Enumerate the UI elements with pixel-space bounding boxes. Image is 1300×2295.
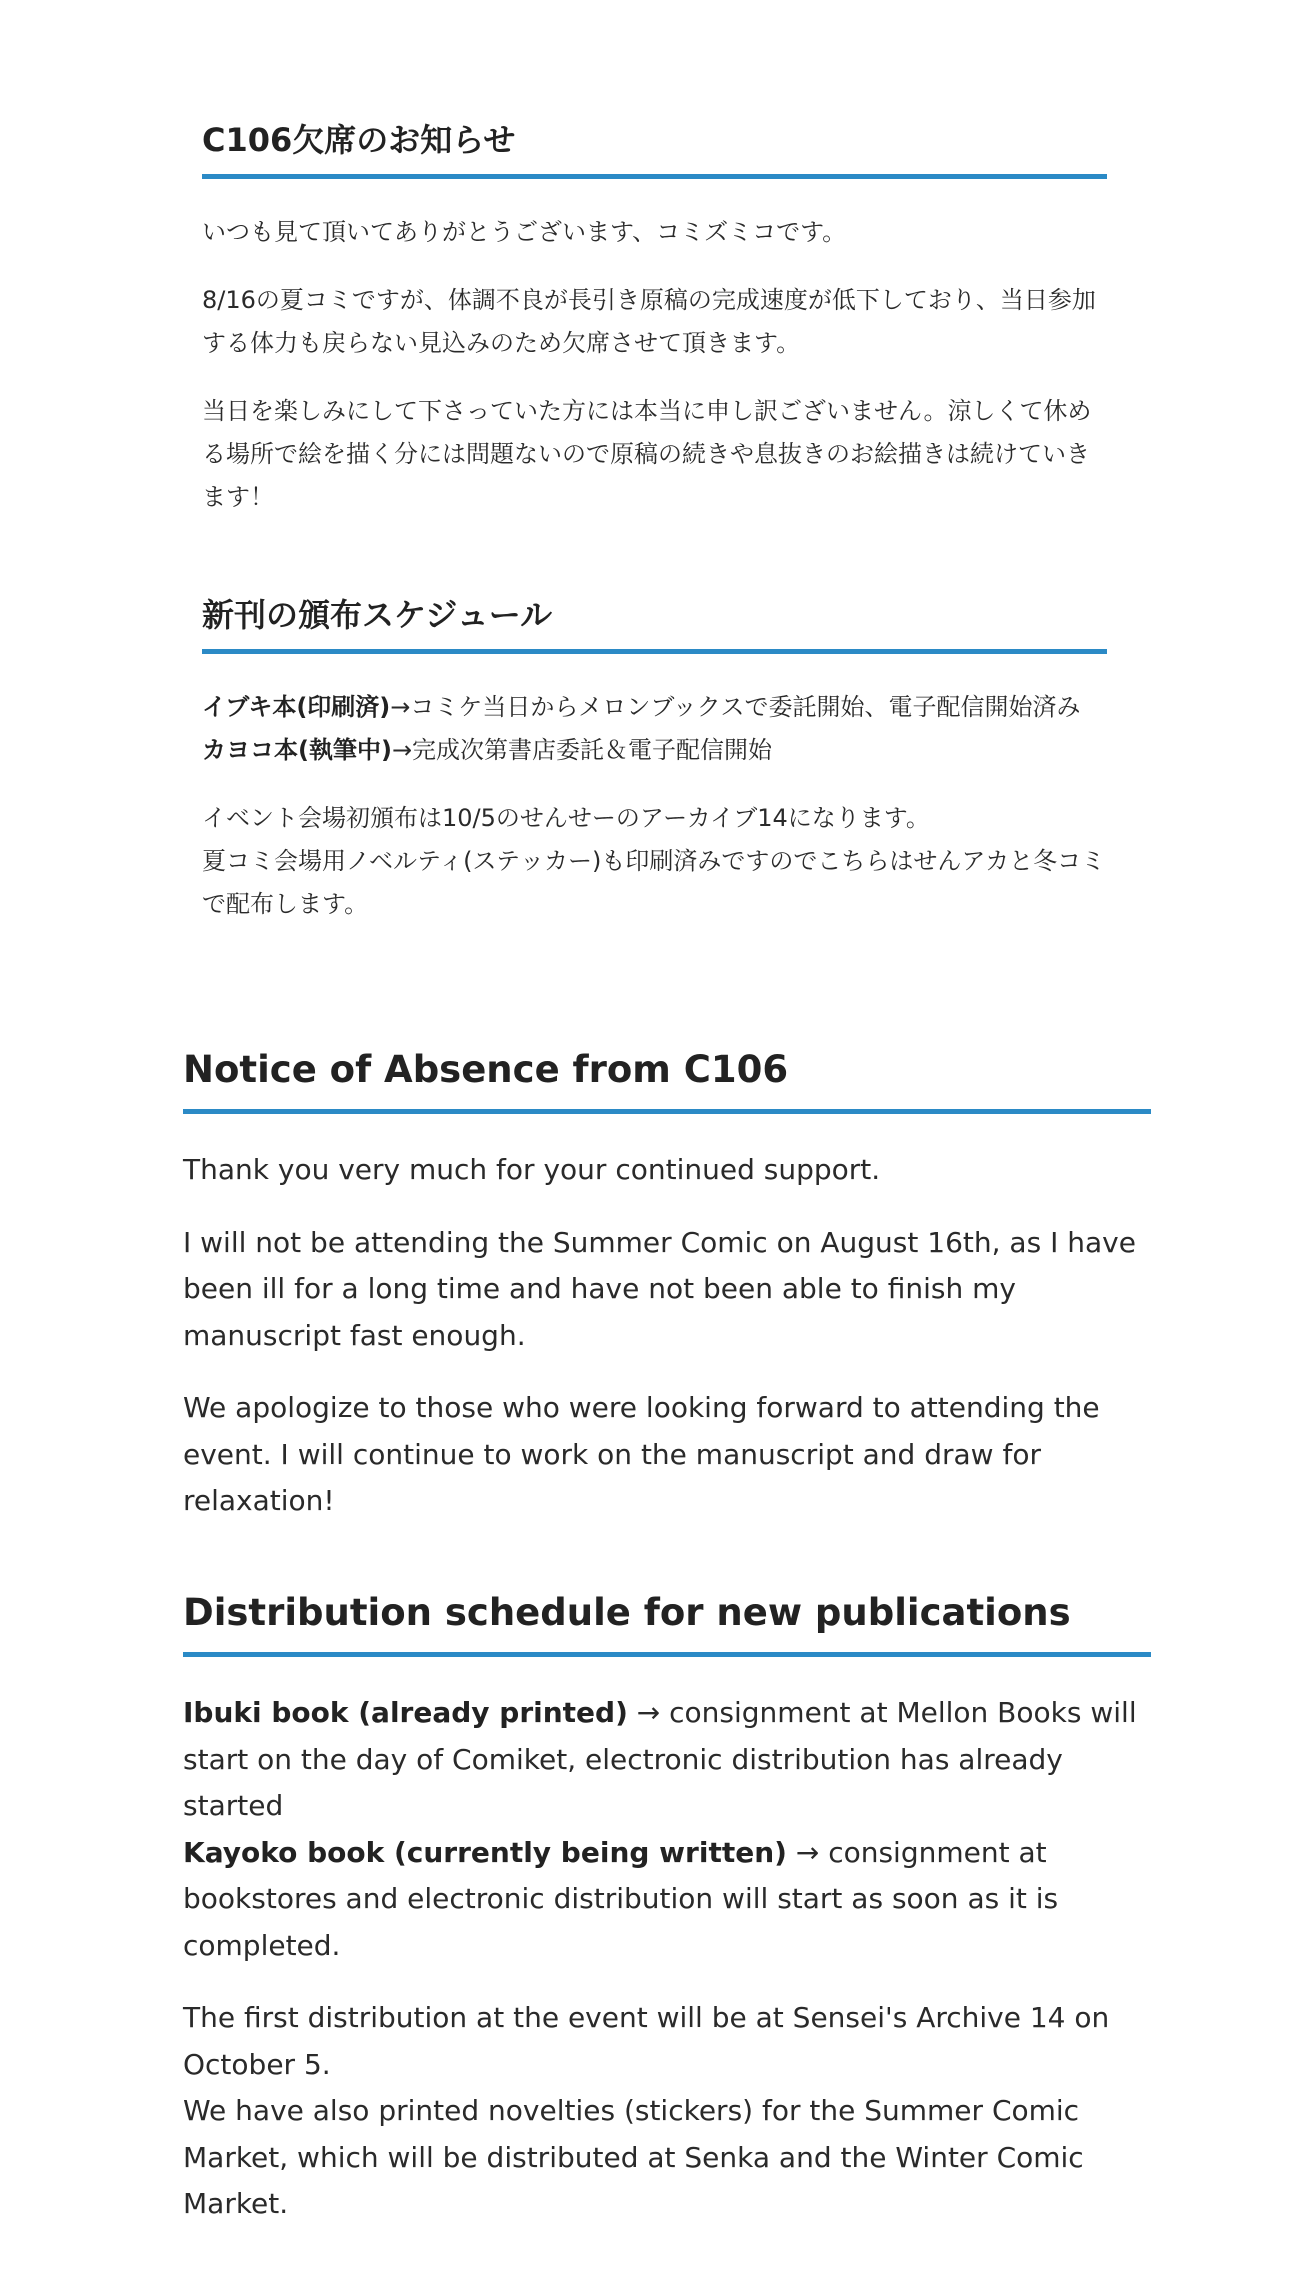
en-schedule-item-2-text: → consignment at bookstores and electronic distribution will start as soon as it is completed. [183,1835,1059,1962]
en-schedule-item-list [183,1690,1151,1969]
en-schedule-section [183,1590,1151,2228]
en-schedule-heading: Distribution schedule for new publications [183,1590,1151,1657]
jp-schedule-item-list [202,686,1107,772]
jp-absence-paragraph-1: いつも見て頂いてありがとうございます、コミズミコです。 [202,218,847,246]
jp-absence-paragraph-3: 当日を楽しみにして下さっていた方には本当に申し訳ございません。涼しくて休める場所で絵を描く分には問題ないので原稿の続きや息抜きのお絵描きは続けていきます！ [202,397,1092,511]
en-schedule-notes [183,1995,1151,2228]
en-absence-paragraph-2: I will not be attending the Summer Comic on August 16th, as I have been ill for a long time and have not been able to finish my manuscript fast enough. [183,1225,1136,1352]
jp-schedule-event-note: イベント会場初頒布は10/5のせんせーのアーカイブ14になります。 [202,804,930,832]
en-absence-heading: Notice of Absence from C106 [183,1047,1151,1114]
en-schedule-event-note: The first distribution at the event will be at Sensei's Archive 14 on October 5. [183,2001,1110,2081]
jp-schedule-section [202,595,1107,926]
jp-absence-heading: C106欠席のお知らせ [202,120,1107,179]
jp-schedule-heading: 新刊の頒布スケジュール [202,595,1107,654]
jp-schedule-item-2-text: →完成次第書店委託＆電子配信開始 [391,736,773,764]
en-absence-paragraph-3: We apologize to those who were looking forward to attending the event. I will continue to work on the manuscript and draw for relaxation! [183,1391,1100,1518]
jp-absence-section [202,120,1107,519]
jp-absence-paragraph-2: 8/16の夏コミですが、体調不良が長引き原稿の完成速度が低下しており、当日参加する体力も戻らない見込みのため欠席させて頂きます。 [202,286,1096,357]
jp-schedule-item-2-title: カヨコ本(執筆中) [202,736,392,764]
en-absence-paragraph-1: Thank you very much for your continued support. [183,1153,881,1187]
en-absence-section [183,1047,1151,1525]
jp-schedule-novelty-note: 夏コミ会場用ノベルティ(ステッカー)も印刷済みですのでこちらはせんアカと冬コミで配布します。 [202,847,1106,918]
en-schedule-item-2-title: Kayoko book (currently being written) [183,1835,787,1869]
en-schedule-novelty-note: We have also printed novelties (stickers) for the Summer Comic Market, which will be distributed at Senka and the Winter Comic Market. [183,2094,1084,2221]
jp-schedule-item-1-title: イブキ本(印刷済) [202,693,391,721]
en-schedule-item-1-title: Ibuki book (already printed) [183,1696,628,1730]
jp-schedule-item-1-text: →コミケ当日からメロンブックスで委託開始、電子配信開始済み [390,693,1081,721]
en-schedule-item-1-text: → consignment at Mellon Books will start on the day of Comiket, electronic distribution has already started [183,1696,1137,1823]
jp-schedule-notes [202,797,1107,926]
